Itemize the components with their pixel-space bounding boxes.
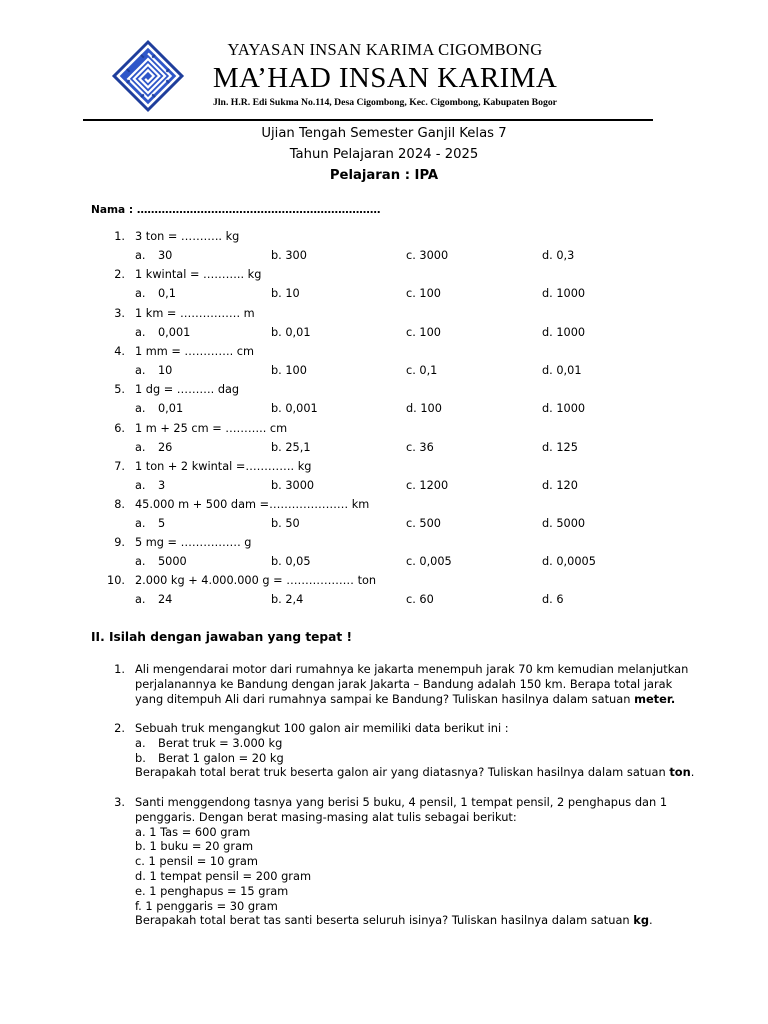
- answer-unit: kg: [633, 913, 650, 928]
- question-number: 4.: [114, 345, 125, 358]
- question-line: Sebuah truk mengangkut 100 galon air memiliki data berikut ini :: [135, 721, 509, 735]
- option-c: c. 36: [406, 441, 434, 454]
- item-text: Berat 1 galon = 20 kg: [158, 750, 284, 765]
- punctuation: .: [649, 913, 653, 928]
- option-a: 30: [158, 249, 173, 262]
- exam-title: Ujian Tengah Semester Ganjil Kelas 7: [261, 126, 507, 141]
- question-number: 10.: [107, 574, 125, 587]
- option-a-label: a.: [135, 479, 146, 492]
- question-line: [135, 913, 695, 928]
- option-d: d. 6: [542, 593, 564, 606]
- option-b: b. 2,4: [271, 593, 304, 606]
- option-b: b. 0,05: [271, 555, 311, 568]
- institution-address: Jln. H.R. Edi Sukma No.114, Desa Cigombong, Kec. Cigombong, Kabupaten Bogor: [213, 97, 557, 108]
- item-text: Berat truk = 3.000 kg: [158, 735, 283, 750]
- question-number: 8.: [114, 498, 125, 511]
- question-number: 7.: [114, 460, 125, 473]
- answer-unit: ton: [669, 765, 691, 780]
- question-text: Berapakah total berat truk beserta galon air yang diatasnya? Tuliskan hasilnya dalam satuan: [135, 765, 670, 780]
- option-c: d. 100: [406, 402, 442, 415]
- question-line: Ali mengendarai motor dari rumahnya ke jakarta menempuh jarak 70 km kemudian melanjutkan: [135, 662, 689, 676]
- data-item: c. 1 pensil = 10 gram: [135, 854, 258, 869]
- option-d: d. 125: [542, 441, 578, 454]
- data-item: a. 1 Tas = 600 gram: [135, 824, 251, 839]
- option-d: d. 5000: [542, 517, 586, 530]
- question-text: 3 ton = ……….. kg: [135, 230, 240, 243]
- exam-year: Tahun Pelajaran 2024 - 2025: [289, 147, 479, 162]
- option-a-label: a.: [135, 287, 146, 300]
- option-a: 5000: [158, 555, 187, 568]
- option-b: b. 10: [271, 287, 300, 300]
- option-a-label: a.: [135, 249, 146, 262]
- option-a: 0,01: [158, 402, 184, 415]
- question-number: 6.: [114, 422, 125, 435]
- option-c: c. 1200: [406, 479, 449, 492]
- question-text: 1 m + 25 cm = ……….. cm: [135, 422, 288, 435]
- foundation-name: YAYASAN INSAN KARIMA CIGOMBONG: [227, 40, 543, 59]
- answer-unit: meter.: [634, 691, 676, 706]
- option-c: c. 100: [406, 287, 441, 300]
- question-number: 2.: [114, 721, 125, 735]
- option-a: 10: [158, 364, 173, 377]
- question-text: 1 ton + 2 kwintal =…………. kg: [135, 460, 312, 473]
- option-c: c. 0,1: [406, 364, 438, 377]
- data-item: d. 1 tempat pensil = 200 gram: [135, 868, 312, 883]
- option-b: b. 50: [271, 517, 300, 530]
- institution-logo: [108, 36, 188, 116]
- option-c: c. 3000: [406, 249, 449, 262]
- question-number: 3.: [114, 307, 125, 320]
- question-number: 3.: [114, 795, 125, 809]
- section-2-heading: II. Isilah dengan jawaban yang tepat !: [91, 630, 352, 644]
- item-label: b.: [135, 750, 146, 765]
- option-d: d. 120: [542, 479, 578, 492]
- question-text: 1 kwintal = ……….. kg: [135, 268, 262, 281]
- question-line: [135, 765, 695, 780]
- question-text: 1 dg = ………. dag: [135, 383, 240, 396]
- option-b: b. 25,1: [271, 441, 311, 454]
- option-d: d. 0,3: [542, 249, 575, 262]
- option-b: b. 3000: [271, 479, 315, 492]
- option-a: 24: [158, 593, 173, 606]
- question-number: 2.: [114, 268, 125, 281]
- question-text: Berapakah total berat tas santi beserta seluruh isinya? Tuliskan hasilnya dalam satuan: [135, 913, 634, 928]
- question-body: [135, 662, 695, 706]
- institution-name: MA’HAD INSAN KARIMA: [212, 62, 558, 94]
- question-text: yang ditempuh Ali dari rumahnya sampai ke Bandung? Tuliskan hasilnya dalam satuan: [135, 691, 635, 706]
- option-d: d. 1000: [542, 402, 586, 415]
- question-line: [135, 692, 695, 707]
- question-number: 1.: [114, 662, 125, 676]
- option-a-label: a.: [135, 517, 146, 530]
- student-name-field[interactable]: Nama : ……………………………………………………………: [91, 204, 381, 216]
- question-body: [135, 795, 695, 928]
- question-line: Santi menggendong tasnya yang berisi 5 buku, 4 pensil, 1 tempat pensil, 2 penghapus dan 1: [135, 795, 668, 809]
- option-c: c. 60: [406, 593, 434, 606]
- question-line: penggaris. Dengan berat masing-masing alat tulis sebagai berikut:: [135, 809, 517, 824]
- data-item: e. 1 penghapus = 15 gram: [135, 883, 289, 898]
- question-number: 1.: [114, 230, 125, 243]
- option-c: c. 100: [406, 326, 441, 339]
- option-c: c. 0,005: [406, 555, 452, 568]
- question-number: 9.: [114, 536, 125, 549]
- data-item: [135, 751, 695, 766]
- option-a-label: a.: [135, 326, 146, 339]
- option-b: b. 0,01: [271, 326, 311, 339]
- question-text: 1 mm = …………. cm: [135, 345, 255, 358]
- option-c: c. 500: [406, 517, 441, 530]
- option-a-label: a.: [135, 441, 146, 454]
- option-b: b. 300: [271, 249, 307, 262]
- question-text: 2.000 kg + 4.000.000 g = ……………… ton: [135, 574, 377, 587]
- question-text: 1 km = ……………. m: [135, 307, 255, 320]
- question-line: perjalanannya ke Bandung dengan jarak Jakarta – Bandung adalah 150 km. Berapa total jarak: [135, 676, 673, 691]
- question-text: 45.000 m + 500 dam =………………… km: [135, 498, 370, 511]
- option-a: 0,001: [158, 326, 191, 339]
- header-divider: [83, 119, 653, 121]
- option-d: d. 1000: [542, 287, 586, 300]
- option-a-label: a.: [135, 402, 146, 415]
- option-d: d. 0,01: [542, 364, 582, 377]
- option-b: b. 100: [271, 364, 307, 377]
- question-text: 5 mg = ……………. g: [135, 536, 252, 549]
- exam-subject: Pelajaran : IPA: [329, 168, 439, 183]
- data-item: [135, 736, 695, 751]
- option-d: d. 0,0005: [542, 555, 596, 568]
- option-b: b. 0,001: [271, 402, 318, 415]
- option-a: 26: [158, 441, 173, 454]
- letterhead: [0, 0, 768, 124]
- option-a: 0,1: [158, 287, 176, 300]
- question-number: 5.: [114, 383, 125, 396]
- option-a: 5: [158, 517, 166, 530]
- data-item: f. 1 penggaris = 30 gram: [135, 898, 278, 913]
- option-a: 3: [158, 479, 166, 492]
- data-item: b. 1 buku = 20 gram: [135, 839, 254, 854]
- option-a-label: a.: [135, 555, 146, 568]
- question-body: [135, 721, 695, 780]
- option-a-label: a.: [135, 364, 146, 377]
- option-d: d. 1000: [542, 326, 586, 339]
- item-label: a.: [135, 735, 146, 750]
- punctuation: .: [690, 765, 695, 780]
- option-a-label: a.: [135, 593, 146, 606]
